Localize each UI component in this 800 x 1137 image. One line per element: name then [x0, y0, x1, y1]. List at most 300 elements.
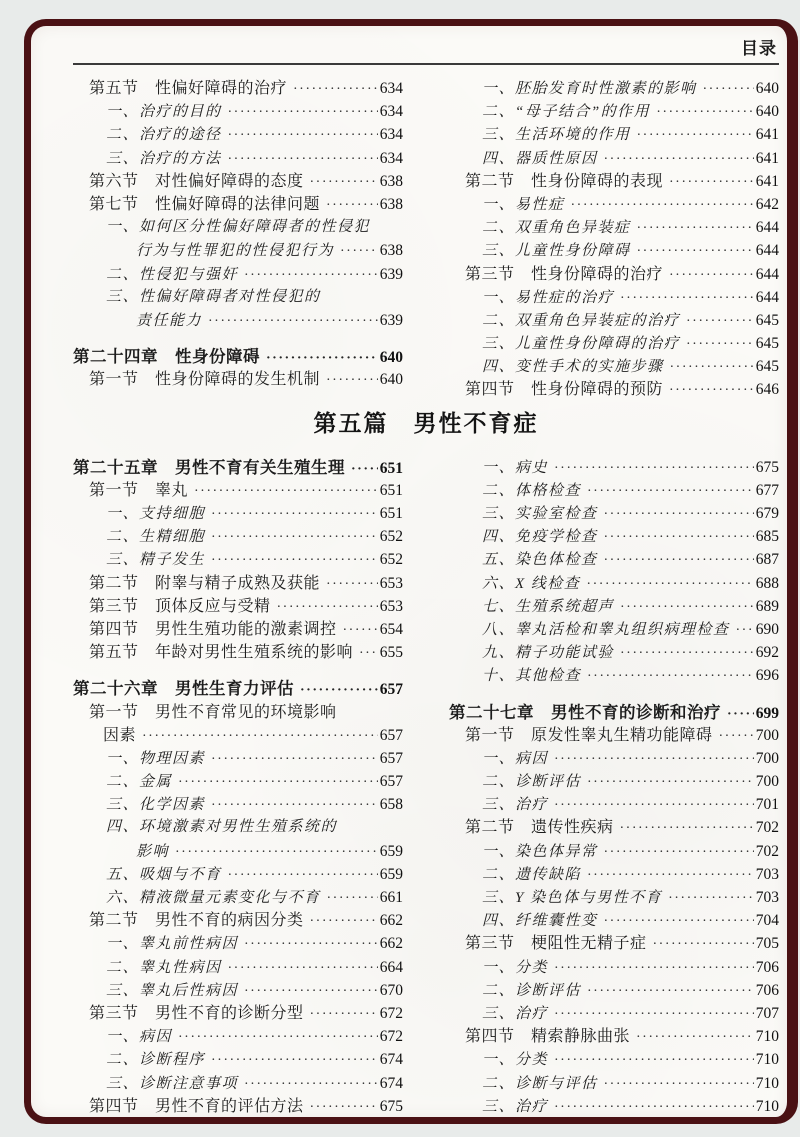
toc-entry: [73, 77, 403, 100]
toc-entry: [449, 309, 779, 332]
toc-entry-label: 六、精液微量元素变化与不育: [106, 890, 321, 906]
toc-entry: [449, 701, 779, 724]
toc-entry-label: 第三节 男性不育的诊断分型: [89, 1004, 304, 1022]
dot-leader: [334, 240, 378, 263]
dot-leader: [680, 310, 754, 333]
toc-entry-page: 640: [379, 349, 403, 367]
toc-entry-page: 706: [755, 958, 779, 976]
toc-entry: [449, 378, 779, 401]
dot-leader: [205, 503, 378, 526]
dot-leader: [614, 642, 754, 665]
toc-entry-label: 三、诊断注意事项: [106, 1075, 239, 1092]
toc-entry-page: 641: [755, 149, 779, 167]
toc-entry-label: 二、诊断与评估: [482, 1075, 598, 1092]
toc-entry-label: 第七节 性偏好障碍的法律问题: [89, 195, 321, 213]
dot-leader: [172, 1026, 378, 1049]
toc-entry: [73, 677, 403, 700]
toc-entry-label: 第五节 性偏好障碍的治疗: [89, 80, 288, 97]
dot-leader: [304, 1096, 378, 1119]
column-gutter: [403, 77, 449, 402]
dot-leader: [172, 771, 378, 794]
toc-entry: [449, 840, 779, 863]
toc-entry-page: 638: [379, 242, 403, 260]
dot-leader: [697, 78, 754, 101]
toc-column-top-left: [73, 77, 403, 402]
toc-entry-label: 因素: [103, 726, 137, 744]
toc-entry-label: 二、体格检查: [482, 482, 582, 499]
dot-leader: [353, 642, 378, 665]
dot-leader: [548, 1049, 754, 1072]
toc-entry-label: 第三节 性身份障碍的治疗: [465, 265, 664, 283]
toc-entry: [73, 100, 403, 123]
dot-leader: [730, 619, 754, 642]
dot-leader: [721, 703, 754, 726]
page-title: 目录: [741, 39, 777, 58]
toc-entry-label: 二、诊断程序: [106, 1052, 206, 1069]
toc-entry-label: 二、遗传缺陷: [482, 866, 582, 883]
toc-entry-page: 651: [379, 481, 403, 499]
dot-leader: [238, 1073, 378, 1096]
toc-entry-label: 第二节 遗传性疾病: [465, 819, 614, 837]
toc-entry: [449, 170, 779, 193]
dot-leader: [581, 864, 754, 887]
toc-entry-label: 一、易性症的治疗: [482, 289, 615, 306]
toc-entry-page: 638: [379, 172, 403, 190]
column-gutter: [403, 456, 449, 1118]
toc-entry-label: 五、吸烟与不育: [106, 866, 222, 883]
dot-leader: [663, 264, 754, 287]
toc-entry-label: 第一节 原发性睾丸生精功能障碍: [465, 726, 713, 744]
dot-leader: [598, 841, 754, 864]
toc-entry-label: 第二十五章 男性不育有关生殖生理: [73, 457, 345, 477]
part-heading: 第五篇 男性不育症: [313, 410, 539, 436]
toc-entry: [449, 123, 779, 146]
dot-leader: [238, 264, 378, 287]
toc-entry-page: 701: [755, 796, 779, 814]
dot-leader: [205, 526, 378, 549]
toc-entry: [449, 548, 779, 571]
dot-leader: [222, 124, 378, 147]
toc-entry-page: 638: [379, 195, 403, 213]
toc-entry-label: 第二节 性身份障碍的表现: [465, 172, 664, 190]
toc-entry: [73, 932, 403, 955]
dot-leader: [581, 980, 754, 1003]
dot-leader: [598, 526, 754, 549]
toc-entry: [449, 1095, 779, 1118]
dot-leader: [304, 1003, 378, 1026]
toc-entry-page: 662: [379, 912, 403, 930]
toc-entry: [449, 886, 779, 909]
toc-entry-page: 644: [755, 219, 779, 237]
toc-entry: [73, 456, 403, 479]
toc-entry: [73, 816, 403, 839]
toc-entry-label: 一、如何区分性偏好障碍者的性侵犯: [106, 219, 371, 236]
dot-leader: [202, 310, 378, 333]
dot-leader: [598, 1073, 754, 1096]
toc-entry: [449, 595, 779, 618]
toc-entry: [449, 77, 779, 100]
toc-entry-label: 第四节 精索静脉曲张: [465, 1028, 631, 1046]
toc-entry-page: 644: [755, 242, 779, 260]
toc-entry: [73, 1048, 403, 1071]
toc-entry: [73, 747, 403, 770]
toc-entry-page: 710: [755, 1074, 779, 1092]
toc-entry: [449, 770, 779, 793]
toc-entry-page: 710: [755, 1028, 779, 1046]
toc-entry-label: 二、金属: [106, 774, 173, 791]
toc-entry-label: 一、染色体异常: [482, 843, 598, 860]
toc-entry-page: 657: [379, 773, 403, 791]
toc-entry-label: 二、治疗的途径: [106, 127, 222, 144]
toc-entry-label: 二、生精细胞: [106, 529, 206, 546]
toc-entry-page: 641: [755, 126, 779, 144]
toc-entry: [73, 793, 403, 816]
dot-leader: [304, 171, 378, 194]
toc-entry-label: 第二十七章 男性不育的诊断和治疗: [449, 702, 721, 722]
dot-leader: [614, 287, 754, 310]
toc-band-top: [73, 77, 779, 402]
toc-entry-label: 三、治疗: [482, 1005, 549, 1022]
dot-leader: [680, 333, 754, 356]
dot-leader: [548, 1003, 754, 1026]
toc-entry: [73, 309, 403, 332]
dot-leader: [580, 573, 753, 596]
toc-entry-page: 659: [379, 865, 403, 883]
dot-leader: [169, 841, 378, 864]
toc-entry: [73, 479, 403, 502]
dot-leader: [647, 933, 754, 956]
toc-entry-label: 四、免疫学检查: [482, 529, 598, 546]
toc-entry: [449, 239, 779, 262]
toc-entry: [449, 286, 779, 309]
toc-entry: [449, 909, 779, 932]
toc-entry: [73, 979, 403, 1002]
dot-leader: [548, 1096, 754, 1119]
toc-entry-page: 653: [379, 597, 403, 615]
dot-leader: [287, 78, 378, 101]
dot-leader: [598, 549, 754, 572]
dot-leader: [238, 933, 378, 956]
toc-entry-page: 640: [379, 371, 403, 389]
toc-entry: [449, 1048, 779, 1071]
toc-entry-page: 642: [755, 195, 779, 213]
toc-entry-label: 三、治疗: [482, 1098, 549, 1115]
toc-entry-page: 702: [755, 842, 779, 860]
toc-entry-label: 三、精子发生: [106, 552, 206, 569]
toc-entry: [449, 793, 779, 816]
dot-leader: [548, 957, 754, 980]
dot-leader: [662, 887, 754, 910]
toc-entry-page: 654: [379, 620, 403, 638]
dot-leader: [205, 794, 378, 817]
toc-entry-label: 三、化学因素: [106, 797, 206, 814]
dot-leader: [598, 910, 754, 933]
toc-entry-label: 第一节 男性不育常见的环境影响: [89, 703, 337, 721]
toc-entry-page: 653: [379, 574, 403, 592]
dot-leader: [320, 369, 378, 392]
toc-entry: [73, 502, 403, 525]
toc-entry: [449, 525, 779, 548]
dot-leader: [548, 457, 754, 480]
dot-leader: [136, 725, 378, 748]
toc-entry-label: 第四节 男性生殖功能的激素调控: [89, 620, 337, 638]
toc-entry: [73, 368, 403, 391]
toc-entry-label: 一、易性症: [482, 196, 565, 213]
header-rule: [73, 63, 779, 65]
toc-entry-label: 三、睾丸后性病因: [106, 982, 239, 999]
dot-leader: [205, 748, 378, 771]
toc-entry-label: 二、“母子结合”的作用: [482, 104, 651, 121]
toc-entry-page: 675: [379, 1097, 403, 1115]
toc-band-bottom: [73, 456, 779, 1118]
toc-entry: [73, 123, 403, 146]
dot-leader: [713, 725, 754, 748]
toc-entry: [73, 595, 403, 618]
toc-entry-label: 二、性侵犯与强奸: [106, 266, 239, 283]
toc-entry-label: 三、儿童性身份障碍的治疗: [482, 336, 681, 353]
dot-leader: [337, 619, 378, 642]
toc-entry-label: 一、病因: [482, 750, 549, 767]
dot-leader: [294, 679, 378, 702]
toc-entry-label: 四、纤维囊性变: [482, 913, 598, 930]
toc-entry-page: 687: [755, 551, 779, 569]
toc-entry-label: 十、其他检查: [482, 668, 582, 685]
toc-entry: [73, 345, 403, 368]
toc-entry: [73, 863, 403, 886]
toc-entry: [73, 1002, 403, 1025]
toc-entry-page: 675: [755, 458, 779, 476]
toc-entry-page: 644: [755, 265, 779, 283]
toc-entry-label: 一、物理因素: [106, 750, 206, 767]
dot-leader: [205, 549, 378, 572]
toc-entry-page: 652: [379, 551, 403, 569]
toc-entry-page: 657: [379, 681, 403, 699]
toc-entry-page: 670: [379, 981, 403, 999]
toc-entry: [73, 263, 403, 286]
dot-leader: [320, 194, 378, 217]
toc-entry-page: 655: [379, 644, 403, 662]
toc-entry-label: 一、支持细胞: [106, 506, 206, 522]
toc-column-top-right: [449, 77, 779, 402]
toc-entry: [73, 1072, 403, 1095]
toc-entry-label: 四、器质性原因: [482, 150, 598, 167]
toc-entry-label: 第四节 性身份障碍的预防: [465, 381, 664, 399]
toc-entry-page: 639: [379, 265, 403, 283]
toc-entry-label: 五、染色体检查: [482, 552, 598, 569]
toc-entry-label: 三、性偏好障碍者对性侵犯的: [106, 288, 321, 305]
dot-leader: [271, 596, 378, 619]
toc-entry: [449, 724, 779, 747]
toc-entry-page: 658: [379, 796, 403, 814]
toc-entry-label: 一、分类: [482, 1052, 549, 1069]
dot-leader: [222, 101, 378, 124]
dot-leader: [238, 980, 378, 1003]
toc-entry-page: 688: [755, 574, 779, 592]
toc-entry-page: 645: [755, 311, 779, 329]
page-header: [73, 38, 779, 60]
dot-leader: [581, 665, 754, 688]
toc-entry-page: 662: [379, 935, 403, 953]
toc-entry: [73, 909, 403, 932]
toc-entry-page: 679: [755, 505, 779, 522]
toc-entry-page: 707: [755, 1004, 779, 1022]
toc-entry-page: 704: [755, 912, 779, 930]
toc-entry-label: 第二节 男性不育的病因分类: [89, 912, 304, 930]
toc-entry-label: 第六节 对性偏好障碍的态度: [89, 172, 304, 190]
toc-entry: [73, 701, 403, 724]
toc-entry: [73, 286, 403, 309]
toc-entry-label: 四、变性手术的实施步骤: [482, 359, 664, 376]
dot-leader: [345, 458, 378, 481]
dot-leader: [222, 957, 378, 980]
dot-leader: [222, 864, 378, 887]
toc-entry-label: 三、治疗的方法: [106, 150, 222, 167]
toc-entry-label: 一、病史: [482, 459, 549, 476]
toc-entry-label: 第二十六章 男性生育力评估: [73, 679, 294, 699]
dot-leader: [663, 379, 754, 402]
dot-leader: [321, 887, 378, 910]
dot-leader: [320, 573, 378, 596]
toc-entry-page: 639: [379, 311, 403, 329]
toc-entry: [449, 193, 779, 216]
toc-entry: [449, 618, 779, 641]
toc-entry: [73, 770, 403, 793]
toc-entry: [73, 548, 403, 571]
toc-entry-page: 685: [755, 528, 779, 546]
toc-entry: [449, 147, 779, 170]
toc-entry: [449, 502, 779, 525]
dot-leader: [614, 596, 754, 619]
toc-entry-label: 二、双重角色异装症: [482, 220, 631, 237]
toc-entry-label: 第二十四章 性身份障碍: [73, 347, 260, 367]
toc-entry: [449, 100, 779, 123]
toc-entry-label: 第一节 性身份障碍的发生机制: [89, 371, 321, 389]
toc-entry: [449, 332, 779, 355]
toc-entry-label: 三、儿童性身份障碍: [482, 243, 631, 260]
toc-entry-label: 一、胚胎发育时性激素的影响: [482, 81, 697, 97]
toc-entry-label: 第三节 顶体反应与受精: [89, 597, 271, 615]
toc-entry-page: 696: [755, 667, 779, 685]
toc-entry-label: 四、环境激素对男性生殖系统的: [106, 819, 338, 836]
toc-entry-page: 703: [755, 889, 779, 906]
toc-entry-label: 三、治疗: [482, 797, 549, 814]
toc-entry-page: 677: [755, 481, 779, 499]
toc-entry-page: 702: [755, 819, 779, 837]
toc-entry-page: 634: [379, 126, 403, 144]
book-page: [24, 19, 798, 1124]
dot-leader: [631, 240, 754, 263]
toc-entry-label: 行为与性罪犯的性侵犯行为: [136, 243, 335, 260]
dot-leader: [548, 748, 754, 771]
toc-entry-page: 703: [755, 865, 779, 883]
dot-leader: [565, 194, 754, 217]
dot-leader: [581, 480, 754, 503]
toc-entry-label: 三、Y 染色体与男性不育: [482, 890, 663, 906]
toc-entry-label: 六、X 线检查: [482, 575, 581, 592]
toc-entry-page: 657: [379, 749, 403, 767]
toc-entry-page: 700: [755, 749, 779, 767]
toc-entry-page: 644: [755, 288, 779, 306]
toc-entry-page: 634: [379, 80, 403, 97]
toc-entry: [449, 863, 779, 886]
toc-entry: [449, 747, 779, 770]
dot-leader: [548, 794, 754, 817]
toc-entry: [449, 216, 779, 239]
dot-leader: [631, 124, 754, 147]
toc-entry-page: 692: [755, 644, 779, 662]
toc-entry-page: 651: [379, 459, 403, 477]
dot-leader: [614, 817, 754, 840]
toc-entry-page: 674: [379, 1051, 403, 1069]
toc-entry-page: 699: [755, 704, 779, 722]
toc-entry-page: 672: [379, 1028, 403, 1046]
toc-entry-label: 第三节 梗阻性无精子症: [465, 935, 647, 953]
toc-entry-page: 710: [755, 1097, 779, 1115]
toc-entry: [449, 1002, 779, 1025]
toc-entry-label: 三、实验室检查: [482, 506, 598, 522]
dot-leader: [304, 910, 378, 933]
toc-entry: [449, 1025, 779, 1048]
toc-entry: [73, 525, 403, 548]
toc-entry-page: 690: [755, 620, 779, 638]
dot-leader: [650, 101, 754, 124]
toc-entry-page: 641: [755, 172, 779, 190]
dot-leader: [205, 1049, 378, 1072]
toc-entry-page: 645: [755, 335, 779, 353]
dot-leader: [598, 503, 754, 526]
toc-entry-label: 二、双重角色异装症的治疗: [482, 312, 681, 329]
dot-leader: [630, 1026, 754, 1049]
dot-leader: [664, 356, 754, 379]
dot-leader: [581, 771, 754, 794]
toc-entry-page: 672: [379, 1004, 403, 1022]
toc-entry-label: 一、治疗的目的: [106, 104, 222, 121]
toc-entry: [449, 664, 779, 687]
toc-entry: [73, 840, 403, 863]
toc-entry-label: 九、精子功能试验: [482, 645, 615, 662]
toc-entry-page: 634: [379, 103, 403, 121]
toc-entry: [73, 239, 403, 262]
toc-entry-page: 645: [755, 358, 779, 376]
toc-entry-page: 700: [755, 773, 779, 791]
toc-entry-page: 664: [379, 958, 403, 976]
toc-entry: [73, 641, 403, 664]
toc-entry: [73, 1025, 403, 1048]
toc-entry-label: 三、生活环境的作用: [482, 127, 631, 144]
dot-leader: [598, 148, 754, 171]
toc-entry-page: 710: [755, 1051, 779, 1069]
toc-entry-page: 661: [379, 889, 403, 906]
toc-entry: [449, 956, 779, 979]
toc-entry-page: 646: [755, 381, 779, 399]
toc-entry-label: 一、病因: [106, 1029, 173, 1046]
toc-entry: [449, 263, 779, 286]
toc-entry: [73, 886, 403, 909]
dot-leader: [222, 148, 378, 171]
toc-entry-label: 八、睾丸活检和睾丸组织病理检查: [482, 621, 730, 638]
toc-entry-label: 一、睾丸前性病因: [106, 936, 239, 953]
toc-entry: [73, 618, 403, 641]
toc-entry-page: 657: [379, 726, 403, 744]
toc-entry: [449, 979, 779, 1002]
toc-entry-label: 第四节 男性不育的评估方法: [89, 1097, 304, 1115]
toc-entry-label: 责任能力: [136, 312, 203, 329]
toc-entry-label: 二、睾丸性病因: [106, 959, 222, 976]
toc-entry: [73, 170, 403, 193]
toc-entry: [73, 724, 403, 747]
toc-entry-page: 700: [755, 726, 779, 744]
toc-entry-label: 第五节 年龄对男性生殖系统的影响: [89, 644, 354, 662]
